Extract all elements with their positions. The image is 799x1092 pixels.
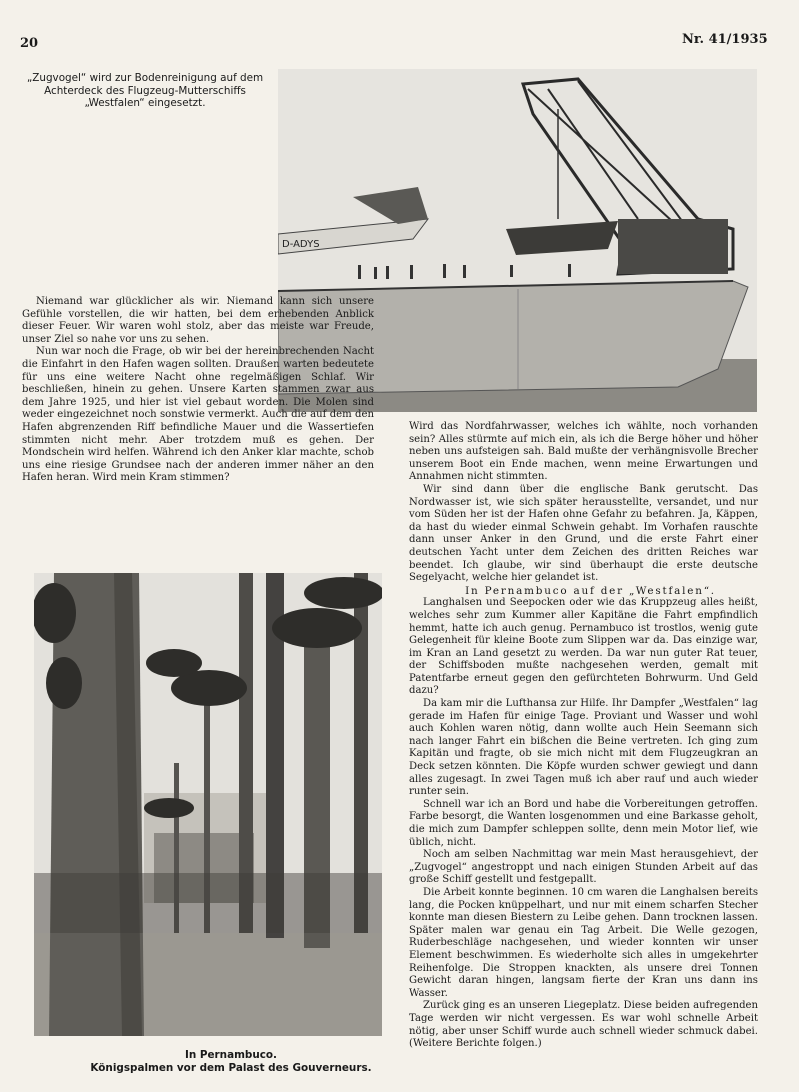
right-paragraph: Langhalsen und Seepocken oder wie das Kruppzeug alles heißt, welches sehr zum Kummer aller Kapitäne die Fahrt empfindlich hemmt, hatte ich auch genug. Pernambuco ist trostlos, wenig gute Gelegenheit für kleine Boote zum Slippen war da. Das einzige war, im Kran an Land gesetzt zu werden. Da war nun guter Rat teuer, der Schiffsboden mußte nachgesehen werden, gemalt mit Patentfarbe erneut gegen den gefürchteten Bohrwurm. Und Geld dazu? <box>409 597 758 697</box>
left-paragraph: Nun war noch die Frage, ob wir bei der hereinbrechenden Nacht die Einfahrt in den Hafen wagen sollten. Draußen warten bedeutete für uns eine weitere Nacht ohne regelmäßigen Schlaf. Wir beschließen, hinein zu gehen. Unsere Karten stammen zwar aus dem Jahre 1925, und hier ist viel gebaut worden. Die Molen sind weder eingezeichnet noch sonstwie vermerkt. Auch die auf dem den Hafen abgrenzenden Riff befindliche Mauer und die Wassertiefen stimmten nicht mehr. Aber trotzdem muß es gehen. Der Mondschein wird helfen. Während ich den Anker klar machte, schob uns eine riesige Grundsee nach der anderen immer näher an den Hafen heran. Wird mein Kram stimmen? <box>22 346 374 484</box>
right-paragraph: Wir sind dann über die englische Bank gerutscht. Das Nordwasser ist, wie sich später herausstellte, versandet, und nur vom Süden her ist der Hafen ohne Gefahr zu befahren. Ja, Käppen, da hast du wieder einmal Schwein gehabt. Im Vorhafen rauschte dann unser Anker in den Grund, und die erste Fahrt einer deutschen Yacht unter dem Zeichen des dritten Reiches war beendet. Ich glaube, wir sind überhaupt die erste deutsche Segelyacht, welche hier gelandet ist. <box>409 483 758 584</box>
left-paragraph: Niemand war glücklicher als wir. Niemand kann sich unsere Gefühle vorstellen, die wir hatten, bei dem erhebenden Anblick dieser Feuer. Wir waren wohl stolz, aber das meiste war Freude, unser Ziel so nahe vor uns zu sehen. <box>22 296 374 345</box>
right-paragraph: Noch am selben Nachmittag war mein Mast herausgehievt, der „Zugvogel“ angestroppt und nach einigen Stunden Arbeit auf das große Schiff gestellt und festgepallt. <box>409 849 758 886</box>
caption-bottom-line1: In Pernambuco. <box>185 1049 277 1061</box>
caption-bottom-line2: Königspalmen vor dem Palast des Gouverneurs. <box>90 1061 372 1074</box>
right-paragraph: Da kam mir die Lufthansa zur Hilfe. Ihr Dampfer „Westfalen“ lag gerade im Hafen für einige Tage. Proviant und Wasser und wohl auch Kohlen waren nötig, dann wollte auch Hein Seemann sich nach langer Fahrt ein bißchen die Beine vertreten. Ich ging zum Kapitän und fragte, ob sie mich nicht mit dem Flugzeugkran an Deck setzen könnten. Die Köpfe wurden schwer gewiegt und dann alles zugesagt. In zwei Tagen muß ich aber rauf und auch wieder runter sein. <box>409 698 758 798</box>
closing-paragraph: Zurück ging es an unseren Liegeplatz. Diese beiden aufregenden Tage werden wir nicht vergessen. Es war wohl schnelle Arbeit nötig, aber unser Schiff wurde auch schnell wieder schmuck dabei. <box>409 1000 758 1037</box>
photo-caption-bottom <box>40 1049 422 1074</box>
right-paragraph-last <box>409 1000 758 1050</box>
right-paragraph: Schnell war ich an Bord und habe die Vorbereitungen getroffen. Farbe besorgt, die Wanten losgenommen und eine Barkasse geholt, die mich zum Dampfer schleppen sollte, denn mein Motor lief, wie üblich, nicht. <box>409 798 758 848</box>
closing-note: (Weitere Berichte folgen.) <box>409 1038 542 1050</box>
right-paragraph: Wird das Nordfahrwasser, welches ich wählte, noch vorhanden sein? Alles stürmte auf mich ein, als ich die Berge höher und höher neben uns aufsteigen sah. Bald mußte der verhängnisvolle Brecher unserem Boot ein Ende machen, wenn meine Erwartungen und Annahmen nicht stimmten. <box>409 421 758 483</box>
palm-photo <box>34 573 382 1036</box>
photo-caption-top: „Zugvogel“ wird zur Bodenreinigung auf dem Achterdeck des Flugzeug-Mutterschiffs „Westfalen“ eingesetzt. <box>26 72 264 109</box>
section-subheading: In Pernambuco auf der „Westfalen“. <box>465 584 716 597</box>
issue-number: Nr. 41/1935 <box>682 32 768 47</box>
right-paragraph: Die Arbeit konnte beginnen. 10 cm waren die Langhalsen bereits lang, die Pocken knüppelhart, und nur mit einem scharfen Stecher konnte man diesen Biestern zu Leibe gehen. Dann trocknen lassen. Später malen war genau ein Tag Arbeit. Die Welle gezogen, Ruderbeschläge nachgesehen, und wieder konnten wir unser Element beschwimmen. Es wiederholte sich alles in umgekehrter Reihenfolge. Die Stroppen knackten, als unsere drei Tonnen Gewicht daran hingen, langsam fierte der Kran uns dann ins Wasser. <box>409 886 758 999</box>
left-column <box>22 296 374 485</box>
right-column <box>409 421 758 1051</box>
plane-registration: D-ADYS <box>282 239 320 250</box>
page-number: 20 <box>20 36 39 51</box>
